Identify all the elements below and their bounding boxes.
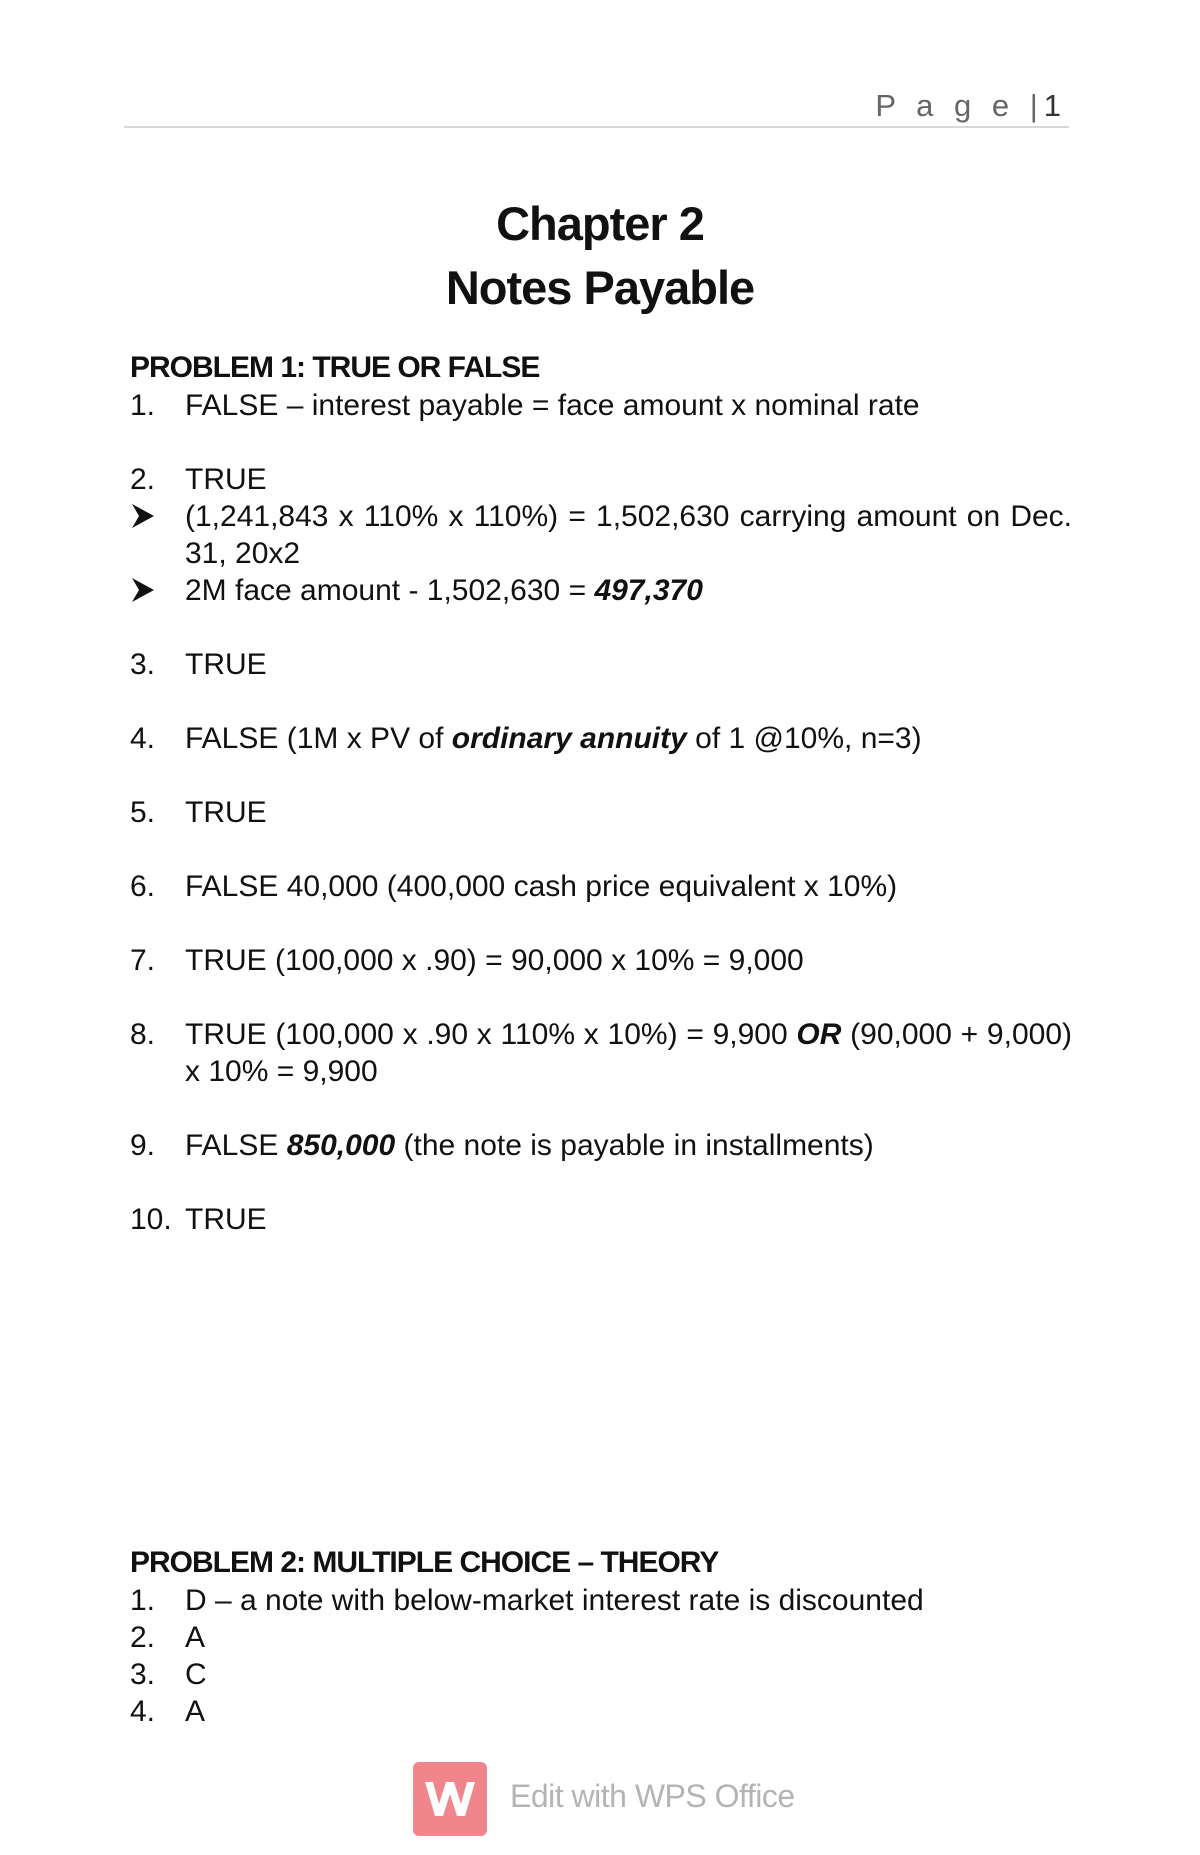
item-number: 1. [130,1584,156,1617]
item-text: FALSE – interest payable = face amount x nominal rate [185,389,920,422]
problem-1-heading: PROBLEM 1: TRUE OR FALSE [130,351,540,384]
bullet-item [130,498,1072,572]
arrow-bullet-icon [130,576,156,604]
item-number: 3. [130,1658,156,1691]
item-number: 9. [130,1129,156,1162]
item-text: D – a note with below-market interest rate is discounted [185,1584,924,1617]
document-title [0,192,1200,320]
problem-2-heading: PROBLEM 2: MULTIPLE CHOICE – THEORY [130,1546,719,1579]
page-number: 1 [1043,88,1063,123]
item-text: TRUE [185,648,267,681]
item-text-part: (the note is payable in installments) [395,1129,874,1162]
item-text-part: of 1 @10%, n=3) [686,722,922,755]
item-number: 2. [130,1621,156,1654]
item-number: 10. [130,1203,172,1236]
item-text: C [185,1658,207,1691]
bullet-text: (1,241,843 x 110% x 110%) = 1,502,630 carrying amount on Dec. 31, 20x2 [185,500,1072,570]
item-text-part: FALSE [185,1129,287,1162]
list-item [130,1582,1072,1619]
item-number: 5. [130,796,156,829]
item-number: 6. [130,870,156,903]
item-text: A [185,1695,206,1728]
item-number: 4. [130,1695,156,1728]
list-item [130,720,1072,757]
item-text: TRUE [185,1203,267,1236]
item-text-part: (90,000 + 9,000) x 10% = 9,900 [185,1018,1072,1088]
wps-edit-link[interactable]: Edit with WPS Office [510,1778,795,1814]
item-text: A [185,1621,206,1654]
list-item [130,461,1072,498]
list-item [130,646,1072,683]
item-text-part: FALSE (1M x PV of [185,722,452,755]
list-item [130,1127,1072,1164]
list-item [130,1016,1072,1090]
item-text: TRUE [185,796,267,829]
item-number: 1. [130,389,156,422]
item-text [185,1016,1072,1090]
emphasis-or: OR [796,1018,842,1051]
emphasis-amount: 497,370 [594,574,703,607]
bullet-text [185,572,1072,609]
item-number: 7. [130,944,156,977]
chapter-title: Chapter 2 [496,197,704,250]
page-number-label [875,88,1063,124]
list-item [130,794,1072,831]
item-text [185,1127,1072,1164]
problem-2-section [130,1544,1072,1730]
item-number: 8. [130,1018,156,1051]
page-label-text: P a g e | [875,88,1044,123]
wps-logo-icon[interactable] [413,1762,487,1836]
arrow-bullet-icon [130,502,156,530]
list-item [130,942,1072,979]
item-text: TRUE (100,000 x .90) = 90,000 x 10% = 9,000 [185,944,804,977]
item-number: 2. [130,463,156,496]
problem-1-section [130,349,1072,1238]
item-text: FALSE 40,000 (400,000 cash price equivalent x 10%) [185,870,898,903]
list-item [130,387,1072,424]
chapter-subtitle: Notes Payable [445,261,755,314]
list-item [130,1201,1072,1238]
page-header [124,82,1069,128]
item-number: 4. [130,722,156,755]
emphasis-term: ordinary annuity [451,722,687,755]
list-item [130,1693,1072,1730]
item-text: TRUE [185,463,267,496]
list-item [130,1619,1072,1656]
list-item [130,868,1072,905]
bullet-text-part: 2M face amount - 1,502,630 = [185,574,595,607]
wps-w-icon [413,1762,487,1836]
emphasis-amount: 850,000 [286,1129,396,1162]
item-text-part: TRUE (100,000 x .90 x 110% x 10%) = 9,900 [185,1018,797,1051]
item-number: 3. [130,648,156,681]
item-text [185,720,1072,757]
list-item [130,1656,1072,1693]
bullet-item [130,572,1072,609]
